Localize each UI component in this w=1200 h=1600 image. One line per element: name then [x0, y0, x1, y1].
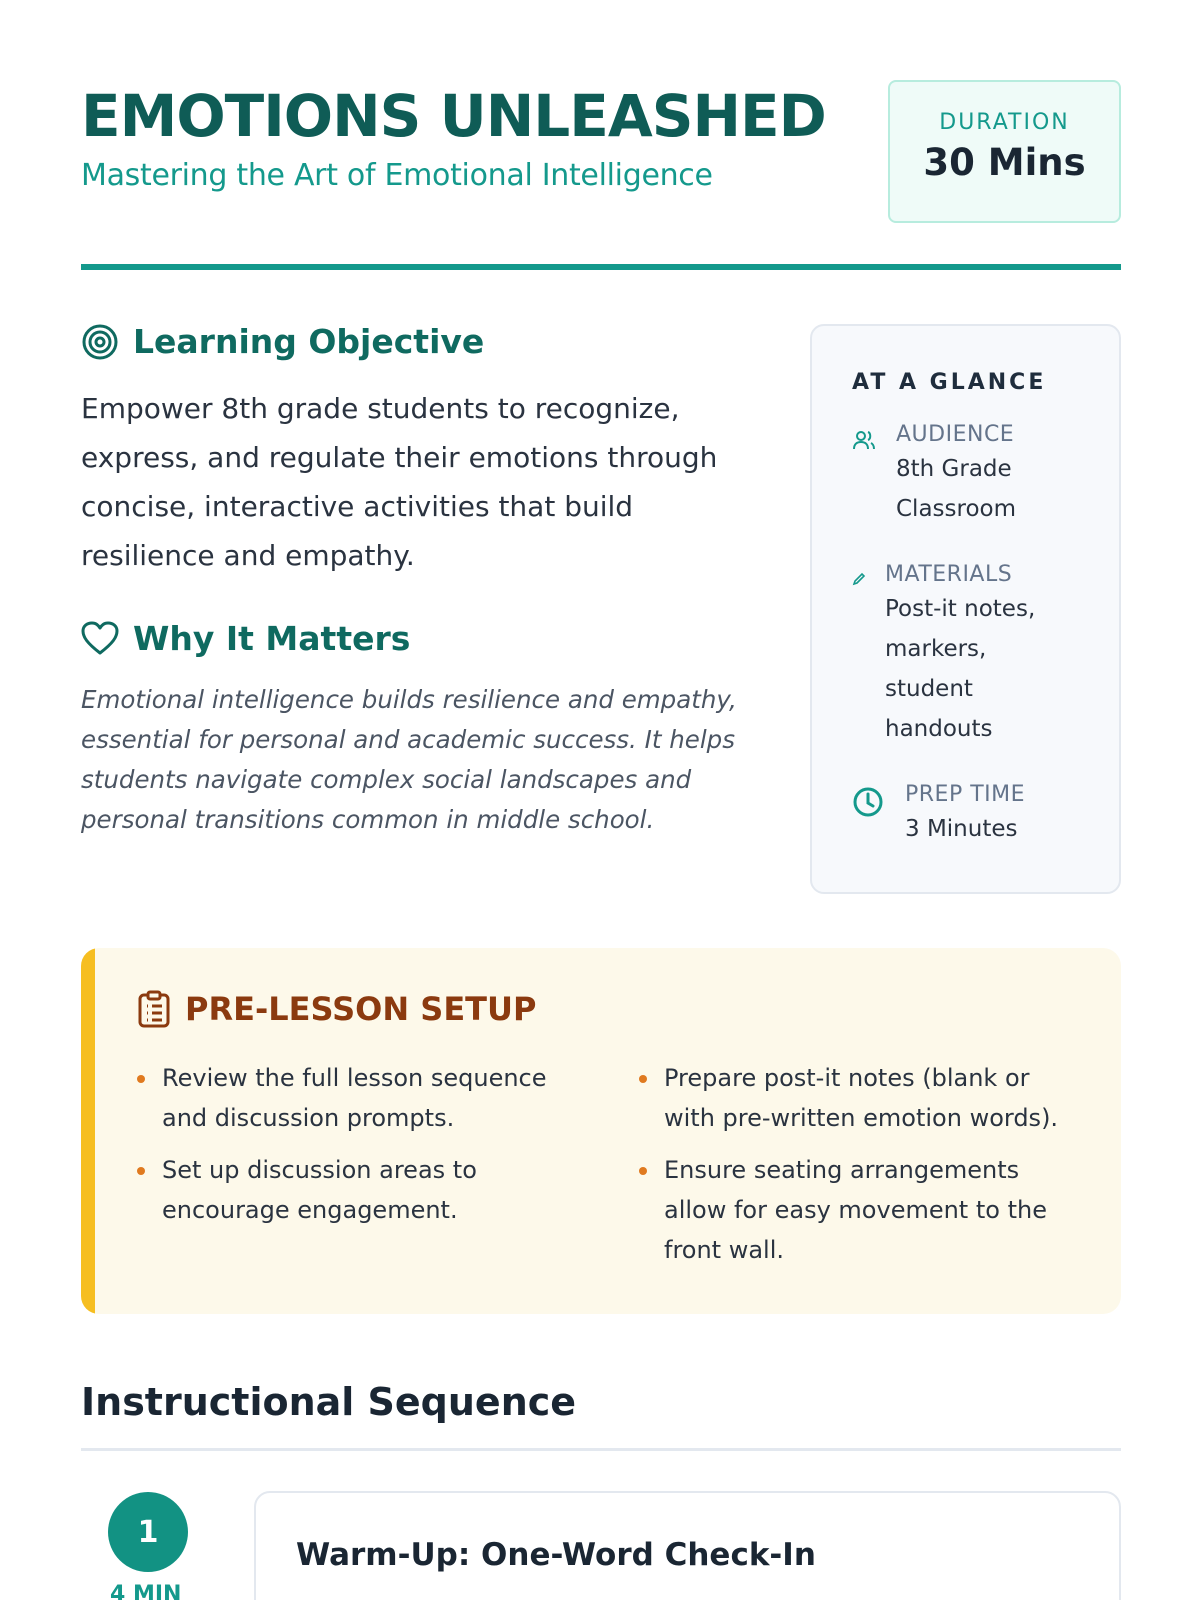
setup-item: Set up discussion areas to encourage engagement.: [137, 1150, 577, 1230]
step-title: Warm-Up: One-Word Check-In: [296, 1537, 816, 1573]
glance-title: AT A GLANCE: [852, 370, 1047, 395]
audience-item: [852, 422, 1102, 529]
pencil-icon: [852, 572, 866, 586]
objective-text: Empower 8th grade students to recognize, express, and regulate their emotions through concise, interactive activities that build resilience and empathy.: [81, 392, 718, 572]
prep-time-label: PREP TIME: [905, 782, 1026, 807]
pre-lesson-setup: [81, 948, 1121, 1314]
page-subtitle: Mastering the Art of Emotional Intelligence: [81, 158, 713, 193]
sequence-divider: [81, 1448, 1121, 1451]
why-text: Emotional intelligence builds resilience and empathy, essential for personal and academic success. It helps students navigate complex social landscapes and personal transitions common in middle school.: [81, 685, 737, 834]
setup-list-right: [639, 1058, 1079, 1282]
users-icon: [852, 428, 876, 452]
page-title: EMOTIONS UNLEASHED: [81, 82, 826, 150]
step-card[interactable]: [254, 1491, 1121, 1600]
sequence-heading: Instructional Sequence: [81, 1380, 577, 1424]
objective-heading: [81, 322, 484, 361]
setup-item: Prepare post-it notes (blank or with pre-written emotion words).: [639, 1058, 1079, 1138]
setup-item: Ensure seating arrangements allow for easy movement to the front wall.: [639, 1150, 1079, 1270]
audience-value: 8th Grade Classroom: [896, 456, 1017, 522]
materials-label: MATERIALS: [885, 562, 1013, 587]
prep-time-item: [852, 782, 1102, 849]
objective-heading-text: Learning Objective: [133, 322, 485, 361]
setup-title: [137, 990, 536, 1028]
target-icon: [81, 323, 119, 361]
step-number: 1: [108, 1492, 188, 1572]
prep-time-value: 3 Minutes: [905, 816, 1018, 842]
clock-icon: [852, 786, 884, 818]
audience-label: AUDIENCE: [896, 422, 1015, 447]
header-divider: [81, 264, 1121, 270]
materials-value: Post-it notes, markers, student handouts: [885, 596, 1036, 742]
duration-badge: [888, 80, 1121, 223]
clipboard-icon: [137, 990, 171, 1028]
duration-value: 30 Mins: [923, 141, 1086, 184]
duration-label: DURATION: [939, 110, 1070, 135]
why-heading: [81, 619, 410, 658]
setup-item: Review the full lesson sequence and discussion prompts.: [137, 1058, 577, 1138]
materials-item: [852, 562, 1102, 749]
step-duration: 4 MIN: [110, 1582, 182, 1600]
setup-accent-bar: [81, 948, 95, 1314]
lesson-header: [81, 80, 1121, 270]
at-a-glance-card: [810, 324, 1121, 894]
why-heading-text: Why It Matters: [133, 619, 411, 658]
setup-title-text: PRE-LESSON SETUP: [185, 990, 537, 1028]
heart-icon: [81, 621, 119, 657]
setup-list-left: [137, 1058, 577, 1242]
